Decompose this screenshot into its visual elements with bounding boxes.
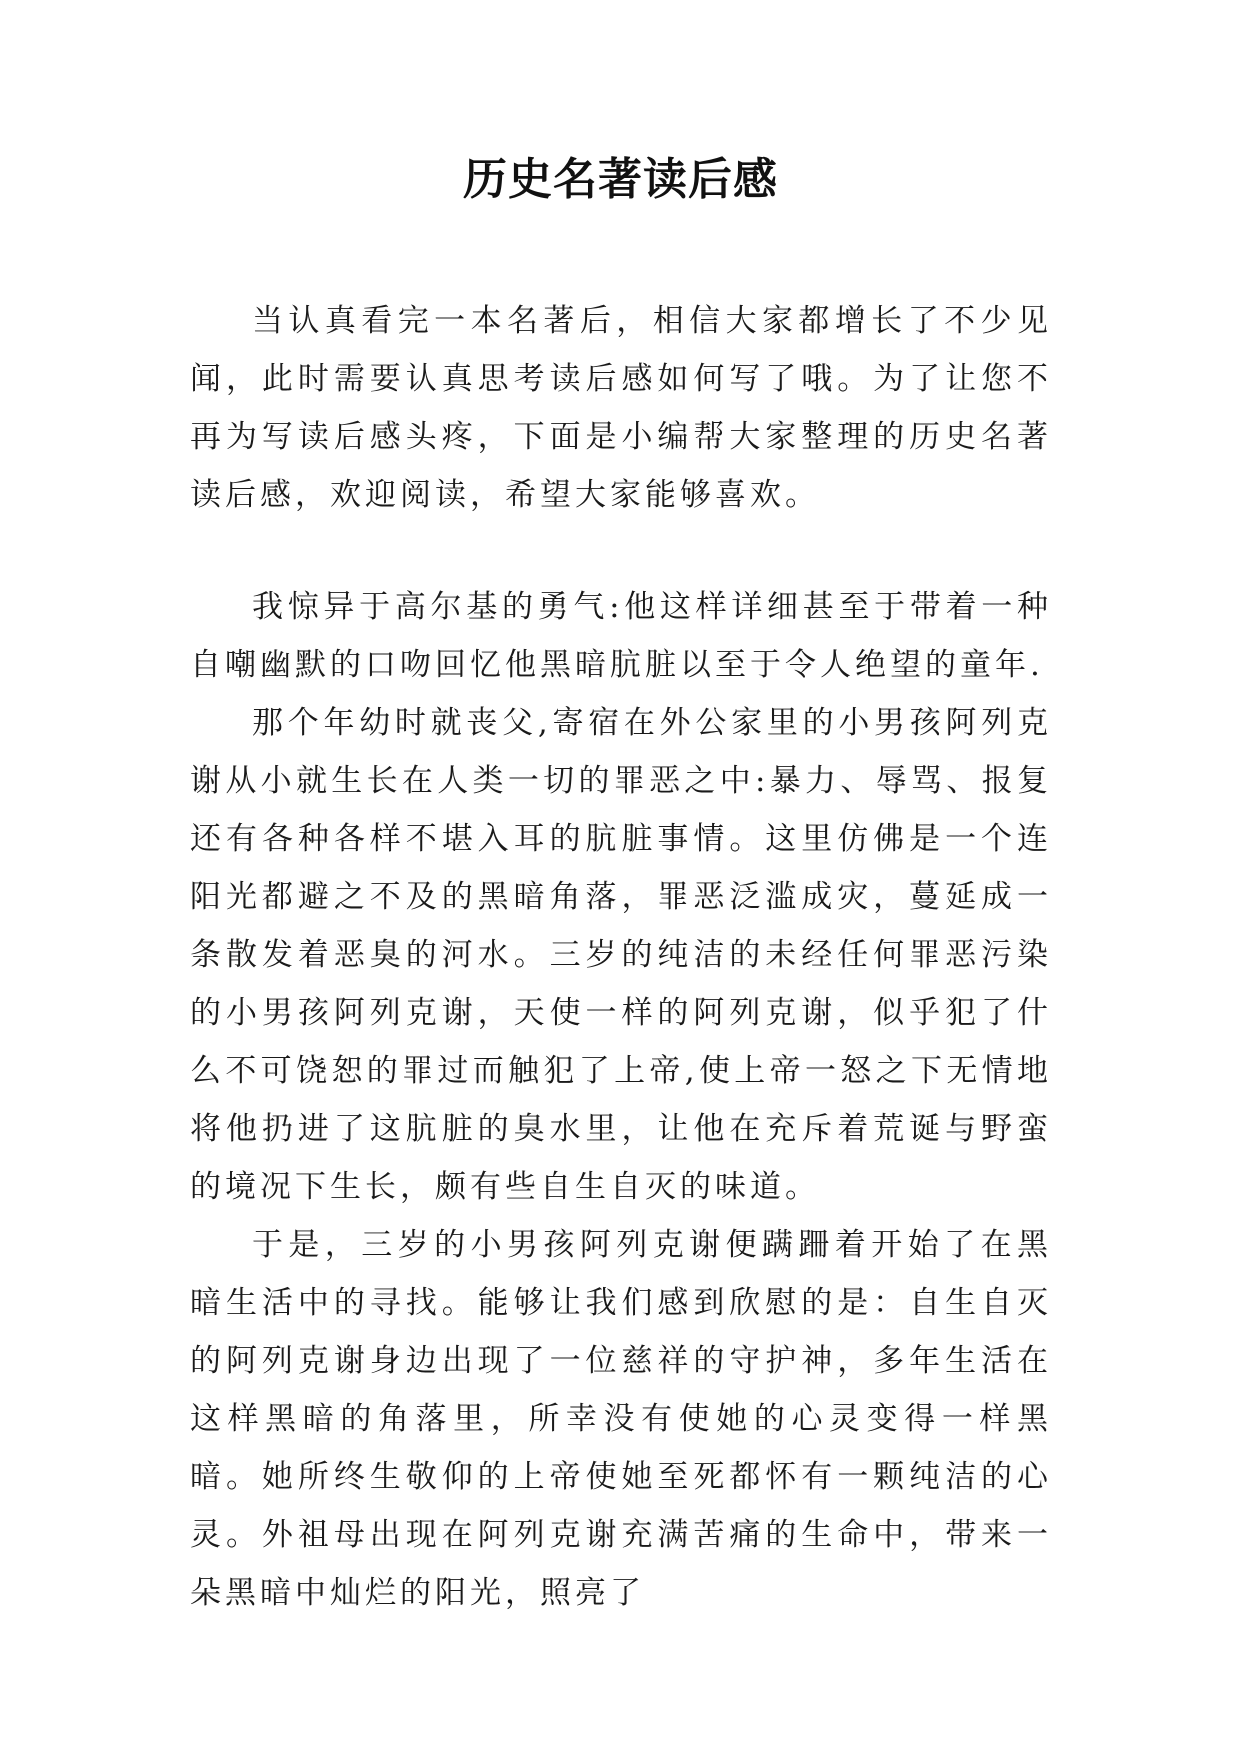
body-paragraph-1: 我惊异于高尔基的勇气:他这样详细甚至于带着一种自嘲幽默的口吻回忆他黑暗肮脏以至于令人绝望的童年. (190, 589, 1052, 683)
intro-section (190, 292, 1052, 524)
page-title: 历史名著读后感 (463, 154, 778, 205)
body-paragraph-3: 于是，三岁的小男孩阿列克谢便蹒跚着开始了在黑暗生活中的寻找。能够让我们感到欣慰的是：自生自灭的阿列克谢身边出现了一位慈祥的守护神，多年生活在这样黑暗的角落里，所幸没有使她的心灵变得一样黑暗。她所终生敬仰的上帝使她至死都怀有一颗纯洁的心灵。外祖母出现在阿列克谢充满苦痛的生命中，带来一朵黑暗中灿烂的阳光，照亮了 (190, 1227, 1052, 1611)
intro-paragraph: 当认真看完一本名著后，相信大家都增长了不少见闻，此时需要认真思考读后感如何写了哦。为了让您不再为写读后感头疼，下面是小编帮大家整理的历史名著读后感，欢迎阅读，希望大家能够喜欢。 (190, 303, 1052, 513)
body-section (190, 578, 1052, 1622)
body-paragraph-2: 那个年幼时就丧父,寄宿在外公家里的小男孩阿列克谢从小就生长在人类一切的罪恶之中:暴力、辱骂、报复还有各种各样不堪入耳的肮脏事情。这里仿佛是一个连阳光都避之不及的黑暗角落，罪恶泛滥成灾，蔓延成一条散发着恶臭的河水。三岁的纯洁的未经任何罪恶污染的小男孩阿列克谢，天使一样的阿列克谢，似乎犯了什么不可饶恕的罪过而触犯了上帝,使上帝一怒之下无情地将他扔进了这肮脏的臭水里，让他在充斥着荒诞与野蛮的境况下生长，颇有些自生自灭的味道。 (190, 705, 1052, 1205)
